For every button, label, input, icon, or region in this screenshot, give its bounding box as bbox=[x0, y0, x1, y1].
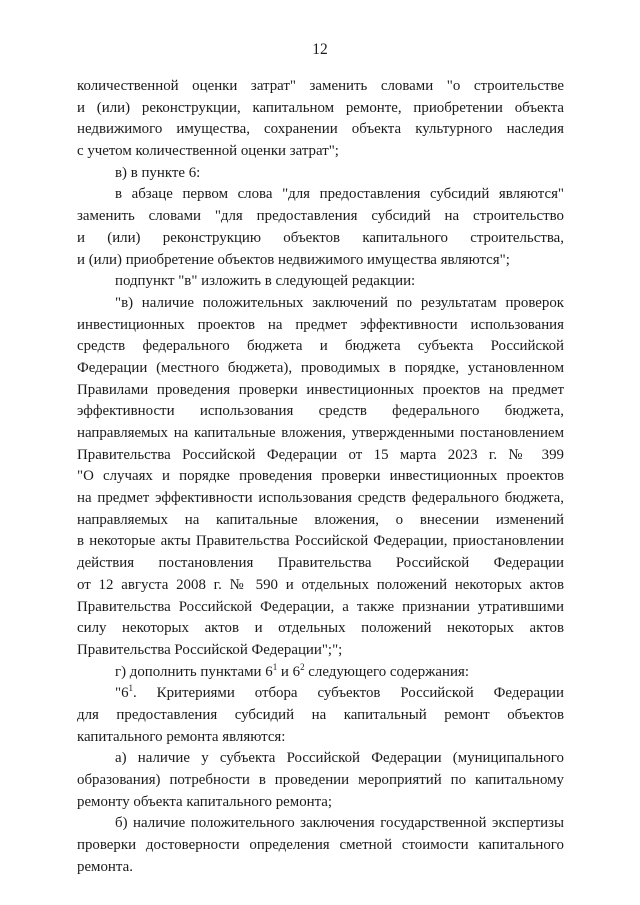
text-line: направляемых на капитальные вложения, о внесении изменений bbox=[77, 511, 564, 528]
text-line: инвестиционных проектов на предмет эффективности использования bbox=[77, 316, 564, 333]
text-line: количественной оценки затрат" заменить словами "о строительстве bbox=[77, 78, 564, 94]
text-line: образования) потребности в проведении мероприятий по капитальному bbox=[77, 772, 564, 788]
document-body bbox=[77, 76, 564, 878]
text-line: и (или) приобретение объектов недвижимого имущества являются"; bbox=[77, 251, 510, 268]
text-line: Правительства Российской Федерации, а также признании утратившими bbox=[77, 598, 564, 615]
text-line: действия постановления Правительства Российской Федерации bbox=[77, 555, 564, 572]
text-line: подпункт "в" изложить в следующей редакции: bbox=[115, 273, 416, 290]
text-line: б) наличие положительного заключения государственной экспертизы bbox=[115, 815, 564, 832]
text-line: заменить словами "для предоставления субсидий на строительство bbox=[77, 208, 564, 225]
text-line: "О случаях и порядке проведения проверки инвестиционных проектов bbox=[77, 468, 564, 485]
text-line: Правительства Российской Федерации от 15 марта 2023 г. № 399 bbox=[77, 446, 564, 463]
text-line: "в) наличие положительных заключений по результатам проверок bbox=[115, 294, 564, 311]
text-line: проверки достоверности определения сметной стоимости капитального bbox=[77, 837, 564, 854]
text-line: и (или) реконструкцию объектов капитального строительства, bbox=[77, 229, 564, 246]
text-line: г) дополнить пунктами $6^1$ и $6^2$ следующего содержания: bbox=[115, 661, 469, 680]
text-line: направляемых на капитальные вложения, утвержденными постановлением bbox=[77, 425, 564, 441]
text-line: а) наличие у субъекта Российской Федерации (муниципального bbox=[115, 750, 564, 767]
text-line: Правительства Российской Федерации";"; bbox=[77, 641, 343, 658]
page-number: 12 bbox=[312, 41, 328, 58]
text-line: Федерации (местного бюджета), проводимых в порядке, установленном bbox=[77, 359, 564, 376]
text-line: эффективности использования средств федерального бюджета, bbox=[77, 403, 564, 420]
text-line: Правилами проведения проверки инвестиционных проектов на предмет bbox=[77, 381, 564, 398]
text-line: на предмет эффективности использования средств федерального бюджета, bbox=[77, 490, 564, 507]
text-line: силу некоторых актов и отдельных положений некоторых актов bbox=[77, 620, 564, 637]
text-line: недвижимого имущества, сохранении объекта культурного наследия bbox=[77, 121, 564, 138]
text-line: с учетом количественной оценки затрат"; bbox=[77, 143, 339, 160]
text-line: ремонта. bbox=[77, 858, 133, 875]
text-line: ремонту объекта капитального ремонта; bbox=[77, 793, 333, 810]
text-line: для предоставления субсидий на капитальный ремонт объектов bbox=[77, 706, 564, 723]
text-line: "$6^1$. Критериями отбора субъектов Российской Федерации bbox=[115, 683, 564, 702]
text-line: средств федерального бюджета и бюджета субъекта Российской bbox=[77, 338, 564, 355]
text-line: и (или) реконструкции, капитальном ремонте, приобретении объекта bbox=[77, 99, 564, 116]
text-line: капитального ремонта являются: bbox=[77, 728, 286, 745]
text-line: в некоторые акты Правительства Российской Федерации, приостановлении bbox=[77, 533, 564, 550]
text-line: в) в пункте 6: bbox=[115, 164, 201, 181]
text-line: в абзаце первом слова "для предоставления субсидий являются" bbox=[115, 186, 564, 203]
text-line: от 12 августа 2008 г. № 590 и отдельных положений некоторых актов bbox=[77, 576, 564, 593]
